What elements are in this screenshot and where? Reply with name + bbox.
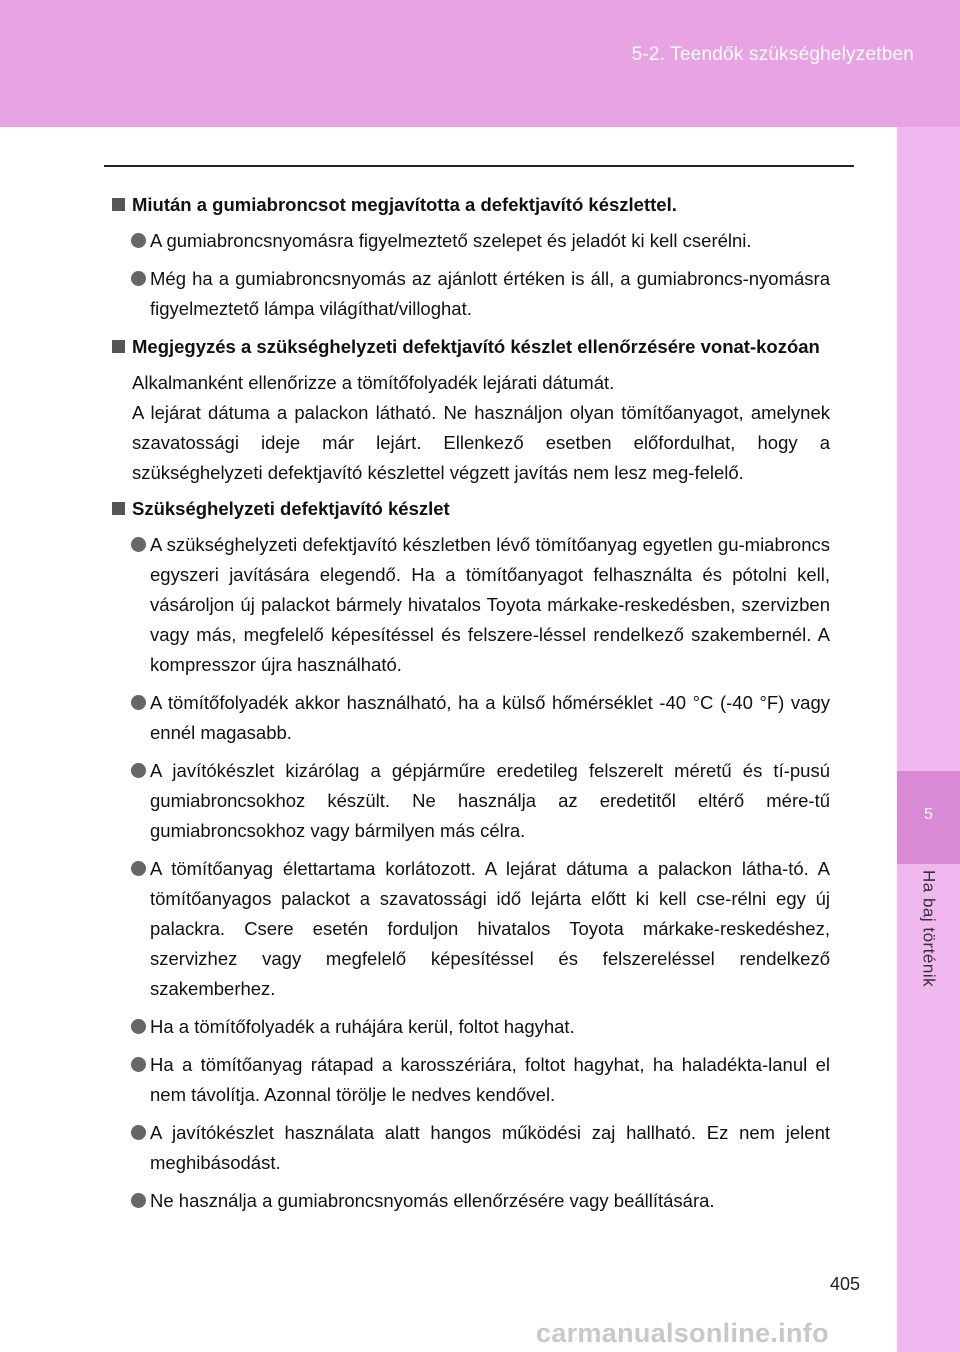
list-item: Ne használja a gumiabroncsnyomás ellenőrzésére vagy beállítására. <box>112 1186 830 1216</box>
circle-bullet-icon <box>131 1019 146 1034</box>
circle-bullet-icon <box>131 763 146 778</box>
chapter-title: Ha baj történik <box>919 870 939 988</box>
circle-bullet-icon <box>131 695 146 710</box>
list-item: A tömítőanyag élettartama korlátozott. A lejárat dátuma a palackon látha-tó. A tömítőanyagos palackot a szavatossági idő lejárta előtt ki kell cse-rélni egy új palackra. Csere esetén forduljon hivatalos Toyota márkake-reskedéshez, szervizhez vagy megfelelő képesítéssel és felszereléssel rendelkező szakemberhez. <box>112 854 830 1004</box>
square-bullet-icon <box>112 340 125 353</box>
circle-bullet-icon <box>131 537 146 552</box>
section-heading: Megjegyzés a szükséghelyzeti defektjavító készlet ellenőrzésére vonat-kozóan <box>112 332 830 362</box>
circle-bullet-icon <box>131 1125 146 1140</box>
chapter-number: 5 <box>924 806 933 823</box>
circle-bullet-icon <box>131 271 146 286</box>
paragraph: Alkalmanként ellenőrizze a tömítőfolyadék lejárati dátumát. A lejárat dátuma a palackon látható. Ne használjon olyan tömítőanyagot, amelynek szavatossági ideje már lejárt. Ellenkező esetben előfordulhat, hogy a szükséghelyzeti defektjavító készlettel végzett javítás nem lesz meg-felelő. <box>132 372 830 483</box>
section-heading: Miután a gumiabroncsot megjavította a defektjavító készlettel. <box>112 190 830 220</box>
circle-bullet-icon <box>131 1057 146 1072</box>
list-item: A gumiabroncsnyomásra figyelmeztető szelepet és jeladót ki kell cserélni. <box>112 226 830 256</box>
watermark: carmanualsonline.info <box>536 1318 829 1348</box>
circle-bullet-icon <box>131 861 146 876</box>
list-item: Ha a tömítőanyag rátapad a karosszériára, foltot hagyhat, ha haladékta-lanul el nem távolítja. Azonnal törölje le nedves kendővel. <box>112 1050 830 1110</box>
list-item: A javítókészlet kizárólag a gépjárműre eredetileg felszerelt méretű és tí-pusú gumiabroncsokhoz készült. Ne használja az eredetitől eltérő mére-tű gumiabroncsokhoz vagy bármilyen más célra. <box>112 756 830 846</box>
page-content <box>112 190 830 1224</box>
top-divider <box>104 165 854 167</box>
header-band <box>0 0 960 127</box>
circle-bullet-icon <box>131 1193 146 1208</box>
list-item: A javítókészlet használata alatt hangos működési zaj hallható. Ez nem jelent meghibásodást. <box>112 1118 830 1178</box>
list-item: A szükséghelyzeti defektjavító készletben lévő tömítőanyag egyetlen gu-miabroncs egyszeri javítására elegendő. Ha a tömítőanyagot felhasználta és pótolni kell, vásároljon új palackot bármely hivatalos Toyota márkake-reskedésben, szervizben vagy más, megfelelő képesítéssel és felszere-léssel rendelkező szakembernél. A kompresszor újra használható. <box>112 530 830 680</box>
square-bullet-icon <box>112 502 125 515</box>
circle-bullet-icon <box>131 233 146 248</box>
list-item: A tömítőfolyadék akkor használható, ha a külső hőmérséklet -40 °C (-40 °F) vagy ennél magasabb. <box>112 688 830 748</box>
page-number: 405 <box>830 1274 861 1294</box>
square-bullet-icon <box>112 198 125 211</box>
list-item: Ha a tömítőfolyadék a ruhájára kerül, foltot hagyhat. <box>112 1012 830 1042</box>
chapter-side-tab <box>897 127 960 1352</box>
section-heading: Szükséghelyzeti defektjavító készlet <box>112 494 830 524</box>
list-item: Még ha a gumiabroncsnyomás az ajánlott értéken is áll, a gumiabroncs-nyomásra figyelmeztető lámpa világíthat/villoghat. <box>112 264 830 324</box>
section-title: 5-2. Teendők szükséghelyzetben <box>631 44 914 65</box>
